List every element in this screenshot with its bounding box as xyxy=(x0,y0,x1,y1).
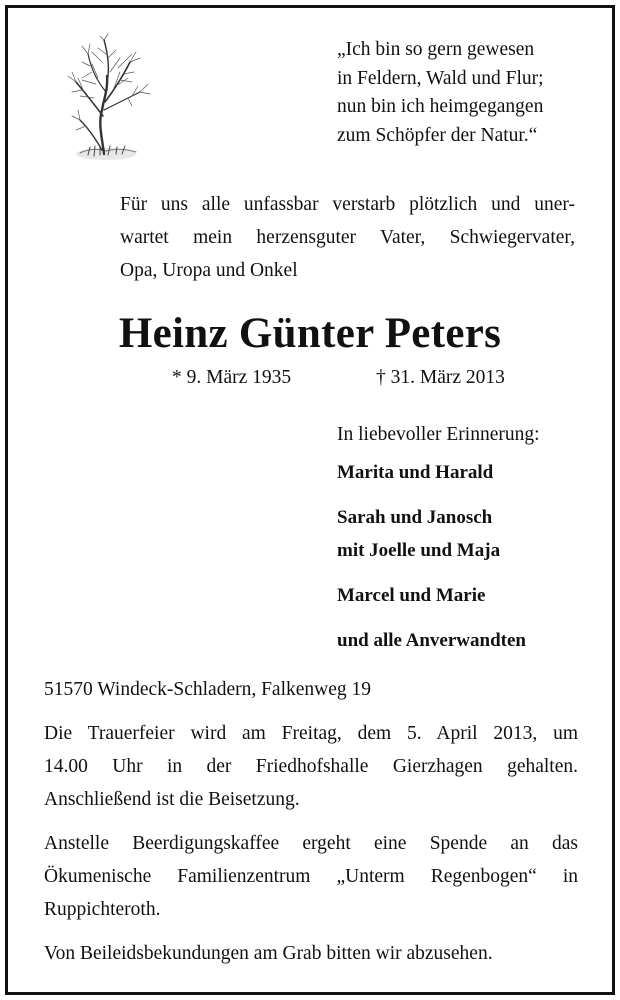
mourner-group: und alle Anverwandten xyxy=(337,630,526,651)
donation-line: Anstelle Beerdigungskaffee ergeht eine Spende an das xyxy=(44,833,578,854)
poem-line: zum Schöpfer der Natur.“ xyxy=(337,124,538,146)
poem-quote xyxy=(337,36,544,150)
donation-line: Ruppichteroth. xyxy=(44,899,161,920)
intro-line: Opa, Uropa und Onkel xyxy=(120,260,298,281)
poem-line: nun bin ich heimgegangen xyxy=(337,96,544,117)
donation-paragraph xyxy=(44,827,578,926)
deceased-name: Heinz Günter Peters xyxy=(118,310,502,357)
donation-line: Ökumenische Familienzentrum „Unterm Regenbogen“ in xyxy=(44,866,578,887)
mourner-group: Marita und Harald xyxy=(337,462,494,483)
mourner-group: Sarah und Janosch xyxy=(337,507,493,528)
intro-line: wartet mein herzensguter Vater, Schwiegervater, xyxy=(120,227,575,248)
tree-icon xyxy=(58,32,158,167)
funeral-line: 14.00 Uhr in der Friedhofshalle Gierzhagen gehalten. xyxy=(44,756,578,777)
intro-line: Für uns alle unfassbar verstarb plötzlich und uner- xyxy=(120,194,575,215)
condolence-line: Von Beileidsbekundungen am Grab bitten wir abzusehen. xyxy=(44,943,493,964)
poem-line: in Feldern, Wald und Flur; xyxy=(337,67,544,89)
mourners-title: In liebevoller Erinnerung: xyxy=(337,424,540,445)
death-date: † 31. März 2013 xyxy=(376,367,505,388)
mourner-group: Marcel und Marie xyxy=(337,585,486,606)
condolence-note xyxy=(44,937,578,970)
poem-line: „Ich bin so gern gewesen xyxy=(337,39,535,60)
funeral-paragraph xyxy=(44,717,578,816)
funeral-line: Die Trauerfeier wird am Freitag, dem 5. April 2013, um xyxy=(44,723,578,744)
funeral-line: Anschließend ist die Beisetzung. xyxy=(44,789,300,810)
intro-paragraph xyxy=(120,188,575,287)
address: 51570 Windeck-Schladern, Falkenweg 19 xyxy=(44,679,372,700)
birth-date: * 9. März 1935 xyxy=(172,367,292,388)
mourner-group: mit Joelle und Maja xyxy=(337,540,501,561)
